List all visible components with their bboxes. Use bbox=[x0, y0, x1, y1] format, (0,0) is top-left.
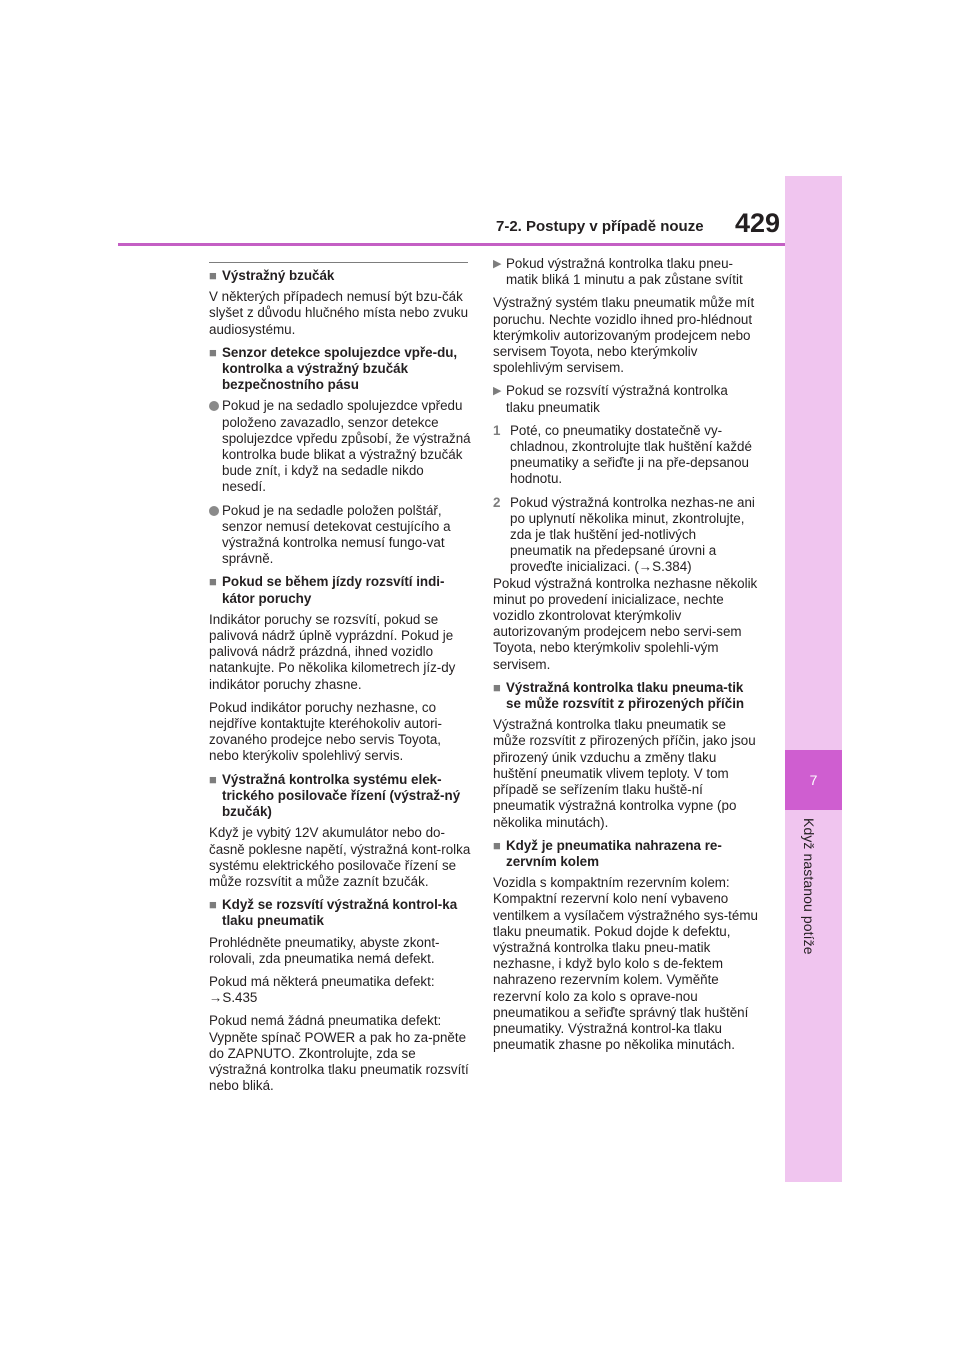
heading: ■ Když se rozsvítí výstražná kontrol-ka tlaku pneumatik bbox=[209, 897, 458, 929]
heading: ■ Když je pneumatika nahrazena re-zervním kolem bbox=[493, 837, 722, 869]
numbered-step: 2 Pokud výstražná kontrolka nezhas-ne ani po uplynutí několika minut, zkontrolujte, zda je tlak huštění jed-notlivých pneumatik na předepsané úrovni a proveďte inicializaci. (→S.384) bbox=[493, 494, 755, 575]
arrow-item: ▶ Pokud výstražná kontrolka tlaku pneu-matik bliká 1 minutu a pak zůstane svítit bbox=[493, 256, 743, 288]
heading: ■ Výstražná kontrolka systému elek-trického posilovače řízení (výstraž-ný bzučák) bbox=[209, 771, 461, 820]
triangle-bullet-icon: ▶ bbox=[493, 385, 502, 398]
page-number: 429 bbox=[735, 208, 781, 238]
paragraph: Výstražná kontrolka tlaku pneumatik se může rozsvítit z přirozených příčin, jako jsou přirozený únik vzduchu a změny tlaku huštění pneumatik vlivem teploty. V tom případě se seřízením tlaku huště-ní pneumatik výstražná kontrolka vypne (po několika minutách). bbox=[493, 717, 756, 830]
square-bullet-icon: ■ bbox=[209, 897, 217, 913]
paragraph[interactable]: Pokud má některá pneumatika defekt: →S.435 bbox=[209, 973, 435, 1006]
header-rule bbox=[118, 243, 785, 246]
section-title: 7-2. Postupy v případě nouze bbox=[496, 218, 704, 235]
right-column bbox=[493, 256, 759, 1060]
paragraph: Pokud indikátor poruchy nezhasne, co nejdříve kontaktujte kteréhokoliv autori-zovaného prodejce nebo servis Toyota, nebo kterýkoliv spolehlivý servis. bbox=[209, 699, 442, 764]
numbered-step: 1 Poté, co pneumatiky dostatečně vy-chladnou, zkontrolujte tlak huštění každé pneumatiky a seřiďte ji na pře-depsanou hodnotu. bbox=[493, 422, 752, 487]
chapter-side-band bbox=[785, 176, 842, 1182]
arrow-item: ▶ Pokud se rozsvítí výstražná kontrolka tlaku pneumatik bbox=[493, 383, 728, 415]
column-rule bbox=[209, 262, 468, 263]
paragraph: Když je vybitý 12V akumulátor nebo do-časně poklesne napětí, výstražná kont-rolka systému elektrického posilovače řízení se může rozsvítit a může zaznít bzučák. bbox=[209, 825, 471, 889]
paragraph: Vozidla s kompaktním rezervním kolem: Kompaktní rezervní kolo není vybaveno ventilkem a vysílačem výstražného sys-tému tlaku pneumatik. Pokud dojde k defektu, výstražná kontrolka tlaku pneu-matik nezhasne, i když bylo kolo s de-fektem nahrazeno rezervním kolem. Vyměňte rezervní kolo za kolo s oprave-nou pneumatikou a seřiďte správný tlak huštění pneumatiky. Výstražná kontrol-ka tlaku pneumatik zhasne po několika minutách. bbox=[493, 875, 758, 1053]
heading: ■ Pokud se během jízdy rozsvítí indi-kátor poruchy bbox=[209, 574, 445, 606]
square-bullet-icon: ■ bbox=[209, 771, 217, 787]
chapter-number: 7 bbox=[809, 772, 818, 788]
heading: ■ Senzor detekce spolujezdce vpře-du, kontrolka a výstražný bzučák bezpečnostního pásu bbox=[209, 344, 458, 393]
square-bullet-icon: ■ bbox=[209, 344, 217, 360]
square-bullet-icon: ■ bbox=[493, 679, 501, 695]
paragraph: Pokud výstražná kontrolka nezhasne několik minut po provedení inicializace, nechte vozidlo zkontrolovat kterýmkoliv autorizovaným prodejcem nebo servi-sem Toyota, nebo kterýmkoliv spolehli-vým servisem. bbox=[493, 575, 758, 672]
paragraph: V některých případech nemusí být bzu-čák slyšet z důvodu hlučného místa nebo zvuku audiosystému. bbox=[209, 289, 469, 337]
square-bullet-icon: ■ bbox=[209, 574, 217, 590]
square-bullet-icon: ■ bbox=[209, 268, 217, 283]
chapter-title: Když nastanou potíže bbox=[801, 818, 817, 955]
heading: ■ Výstražná kontrolka tlaku pneuma-tik se může rozsvítit z přirozených příčin bbox=[493, 679, 745, 712]
round-bullet-icon bbox=[209, 401, 222, 412]
chapter-number-tab[interactable] bbox=[785, 750, 842, 810]
paragraph: Prohlédněte pneumatiky, abyste zkont-rolovali, zda pneumatika nemá defekt. bbox=[209, 934, 440, 966]
list-item: Pokud je na sedadlo spolujezdce vpředu položeno zavazadlo, senzor detekce spolujezdce vpředu způsobí, že výstražná kontrolka bude blikat a výstražný bzučák bude znít, i když na sedadle nikdo nesedí. bbox=[209, 398, 471, 495]
heading: ■ Výstražný bzučák bbox=[209, 268, 335, 283]
triangle-bullet-icon: ▶ bbox=[493, 258, 502, 270]
paragraph: Výstražný systém tlaku pneumatik může mít poruchu. Nechte vozidlo ihned pro-hlédnout kterýmkoliv autorizovaným prodejcem nebo servisem Toyota, nebo kterýmkoliv spolehlivým servisem. bbox=[493, 295, 755, 376]
left-column bbox=[209, 268, 471, 1101]
round-bullet-icon bbox=[209, 506, 222, 517]
list-item: Pokud je na sedadle položen polštář, senzor nemusí detekovat cestujícího a výstražná kontrolka nemusí fungo-vat správně. bbox=[209, 503, 471, 568]
paragraph: Indikátor poruchy se rozsvítí, pokud se palivová nádrž úplně vyprázdní. Pokud je palivová nádrž prázdná, ihned vozidlo natankujte. Po několika kilometrech jíz-dy indikátor poruchy zhasne. bbox=[209, 611, 456, 692]
square-bullet-icon: ■ bbox=[493, 837, 501, 853]
paragraph: Pokud nemá žádná pneumatika defekt: Vypněte spínač POWER a pak ho za-pněte do ZAPNUTO. Zkontrolujte, zda se výstražná kontrolka tlaku pneumatik rozsvítí nebo bliká. bbox=[209, 1013, 469, 1094]
